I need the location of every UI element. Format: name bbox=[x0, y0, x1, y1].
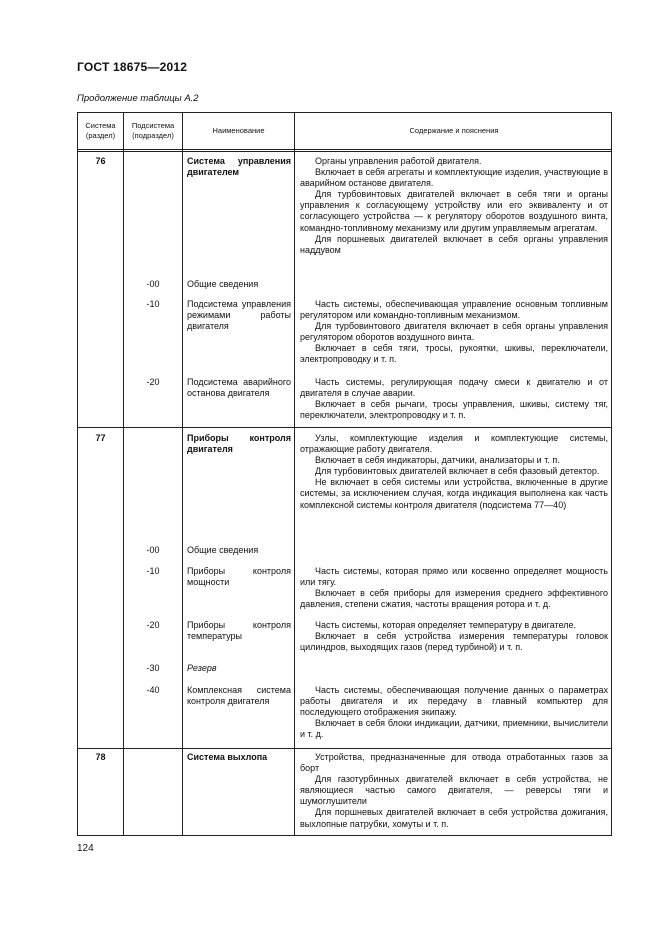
system-code: 77 bbox=[95, 433, 106, 443]
header-system: Система (раздел) bbox=[85, 121, 116, 140]
header-divider bbox=[78, 151, 611, 152]
column-divider bbox=[182, 113, 183, 835]
subsystem-code: -40 bbox=[146, 685, 160, 695]
description-paragraph: Для турбовинтовых двигателей включает в себя фазовый детектор. bbox=[315, 466, 600, 477]
description-paragraph: Не включает в себя системы или устройства, включенные в другие системы, за исключением случая, когда индикация выполнена как часть комплексной системы контроля двигателя (подсистема 77—40) bbox=[300, 477, 608, 510]
description-paragraph: Часть системы, которая прямо или косвенно определяет мощность или тягу. bbox=[300, 566, 608, 588]
description-paragraph: Для поршневых двигателей включает в себя устройства дожигания, выхлопные патрубки, хомуты и т. п. bbox=[300, 807, 608, 829]
description-paragraph: Часть системы, регулирующая подачу смеси к двигателю и от двигателя в случае аварии. bbox=[300, 377, 608, 399]
description-paragraph: Включает в себя индикаторы, датчики, анализаторы и т. п. bbox=[315, 455, 560, 466]
subsystem-code: -20 bbox=[146, 620, 160, 630]
description-paragraph: Для поршневых двигателей включает в себя органы управления наддувом bbox=[300, 233, 608, 255]
subsystem-code: -00 bbox=[146, 279, 160, 289]
column-divider bbox=[294, 113, 295, 835]
subsystem-name: Приборы контроля мощности bbox=[187, 566, 291, 588]
subsystem-name: Общие сведения bbox=[187, 545, 259, 555]
row-description bbox=[300, 299, 608, 366]
system-code: 76 bbox=[95, 156, 106, 166]
classification-table bbox=[77, 112, 612, 836]
row-description bbox=[300, 685, 608, 740]
subsystem-name: Подсистема управления режимами работы двигателя bbox=[187, 299, 291, 332]
header-content: Содержание и пояснения bbox=[409, 126, 499, 135]
subsystem-name: Комплексная система контроля двигателя bbox=[187, 685, 291, 707]
description-paragraph: Включает в себя приборы для измерения среднего эффективного давления, степени сжатия, частоты вращения ротора и т. д. bbox=[300, 588, 608, 610]
column-divider bbox=[123, 113, 124, 835]
row-description bbox=[300, 752, 608, 830]
row-description bbox=[300, 156, 608, 256]
description-paragraph: Для газотурбинных двигателей включает в себя устройства, не являющиеся частью самого двигателя, — реверсы тяги и шумоглушители bbox=[300, 774, 608, 807]
section-divider bbox=[78, 748, 611, 749]
row-description bbox=[300, 566, 608, 610]
system-name: Система управления двигателем bbox=[187, 156, 291, 178]
row-description bbox=[300, 620, 608, 653]
system-code: 78 bbox=[95, 752, 106, 762]
description-paragraph: Включает в себя устройства измерения температуры головок цилиндров, выходящих газов (перед турбиной) и т. п. bbox=[300, 631, 608, 653]
row-description bbox=[300, 433, 608, 511]
description-paragraph: Часть системы, обеспечивающая получение данных о параметрах работы двигателя и их передачу в главный компьютер для последующего отображения экипажу. bbox=[300, 685, 608, 718]
description-paragraph: Часть системы, которая определяет температуру в двигателе. bbox=[315, 620, 577, 630]
subsystem-name: Приборы контроля температуры bbox=[187, 620, 291, 642]
header-subsystem: Подсистема (подраздел) bbox=[131, 121, 175, 140]
description-paragraph: Для турбовинтовых двигателей включает в себя тяги и органы управления к согласующему устройству или его эквиваленту и от согласующего устройства — к регулятору оборотов воздушного винта, командно-топливному механизму или другим управляемым агрегатам. bbox=[300, 189, 608, 233]
description-paragraph: Для турбовинтового двигателя включает в себя органы управления регулятором оборотов воздушного винта. bbox=[300, 321, 608, 343]
subsystem-name: Общие сведения bbox=[187, 279, 259, 289]
description-paragraph: Включает в себя агрегаты и комплектующие изделия, участвующие в аварийном останове двигателя. bbox=[300, 167, 608, 189]
standard-title: ГОСТ 18675—2012 bbox=[77, 60, 188, 74]
description-paragraph: Включает в себя тяги, тросы, рукоятки, шкивы, переключатели, электропроводку и т. п. bbox=[300, 343, 608, 365]
description-paragraph: Органы управления работой двигателя. bbox=[315, 156, 482, 166]
header-name: Наименование bbox=[212, 126, 265, 135]
description-paragraph: Включает в себя блоки индикации, датчики, приемники, вычислители и т. д. bbox=[300, 718, 608, 740]
row-description bbox=[300, 377, 608, 421]
system-name: Система выхлопа bbox=[187, 752, 268, 762]
subsystem-code: -30 bbox=[146, 663, 160, 673]
page-number: 124 bbox=[77, 843, 94, 854]
subsystem-code: -10 bbox=[146, 566, 160, 576]
subsystem-name: Резерв bbox=[187, 663, 217, 673]
description-paragraph: Узлы, комплектующие изделия и комплектующие системы, отражающие работу двигателя. bbox=[300, 433, 608, 455]
description-paragraph: Устройства, предназначенные для отвода отработанных газов за борт bbox=[300, 752, 608, 774]
subsystem-code: -10 bbox=[146, 299, 160, 309]
header-divider bbox=[78, 149, 611, 150]
description-paragraph: Часть системы, обеспечивающая управление основным топливным регулятором или командно-топливным механизмом. bbox=[300, 299, 608, 321]
subsystem-name: Подсистема аварийного останова двигателя bbox=[187, 377, 291, 399]
system-name: Приборы контроля двигателя bbox=[187, 433, 291, 455]
subsystem-code: -00 bbox=[146, 545, 160, 555]
description-paragraph: Включает в себя рычаги, тросы управления, шкивы, систему тяг, переключатели, электропроводку и т. п. bbox=[300, 399, 608, 421]
subsystem-code: -20 bbox=[146, 377, 160, 387]
section-divider bbox=[78, 427, 611, 428]
table-continuation-label: Продолжение таблицы А.2 bbox=[77, 93, 199, 104]
